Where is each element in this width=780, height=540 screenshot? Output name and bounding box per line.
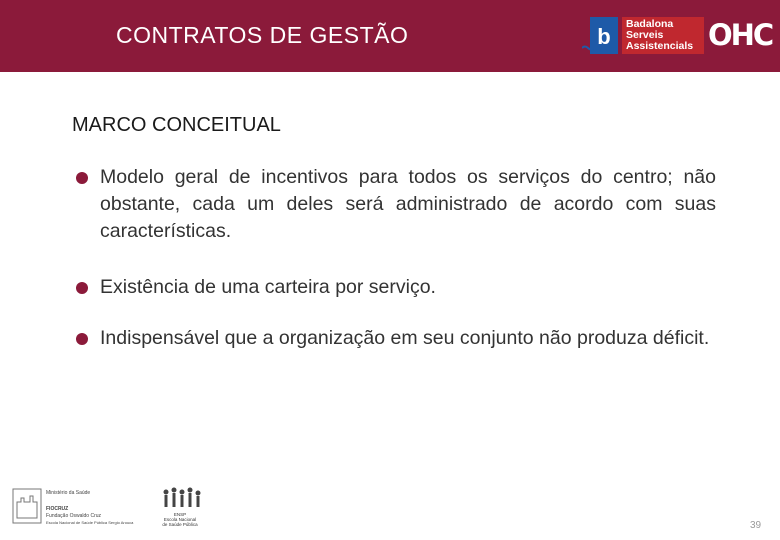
page-number: 39 [750, 520, 762, 531]
section-title: MARCO CONCEITUAL [72, 114, 281, 136]
fiocruz-line: Fundação Oswaldo Cruz [46, 513, 102, 519]
logo-bsa-line: Serveis [626, 29, 664, 41]
fiocruz-line: Escola Nacional de Saúde Pública Sergio Arouca [46, 520, 134, 525]
page-title: CONTRATOS DE GESTÃO [116, 22, 409, 48]
ohc-logo: OHC [708, 18, 773, 52]
ensp-line: de Saúde Pública [162, 522, 198, 527]
list-item [76, 274, 716, 301]
bullet-dot-icon [76, 172, 88, 184]
bullet-dot-icon [76, 282, 88, 294]
logo-bsa-line: Assistencials [626, 40, 694, 52]
list-item [76, 325, 716, 352]
ensp-caption [152, 512, 208, 527]
ensp-figures-icon [152, 486, 208, 512]
ensp-logo [152, 486, 208, 530]
list-item-text: Indispensável que a organização em seu conjunto não produza déficit. [100, 327, 710, 349]
list-item-text: Existência de uma carteira por serviço. [100, 276, 436, 298]
fiocruz-logo [12, 488, 138, 528]
badalona-serveis-logo [622, 17, 704, 54]
fiocruz-castle-icon [12, 488, 42, 524]
header-bar [0, 0, 780, 72]
badalona-b-logo [582, 17, 618, 54]
fiocruz-line: FIOCRUZ [46, 506, 69, 512]
logo-b-letter: b [597, 24, 611, 49]
ensp-line: ENSP [173, 512, 187, 517]
bullet-dot-icon [76, 333, 88, 345]
fiocruz-line: Ministério da Saúde [46, 490, 91, 496]
logo-bsa-line: Badalona [626, 18, 674, 30]
ensp-line: Escola Nacional [163, 517, 197, 522]
list-item [76, 164, 716, 245]
list-item-text: Modelo geral de incentivos para todos os serviços do centro; não obstante, cada um deles será administrado de acordo com suas características. [100, 166, 716, 242]
